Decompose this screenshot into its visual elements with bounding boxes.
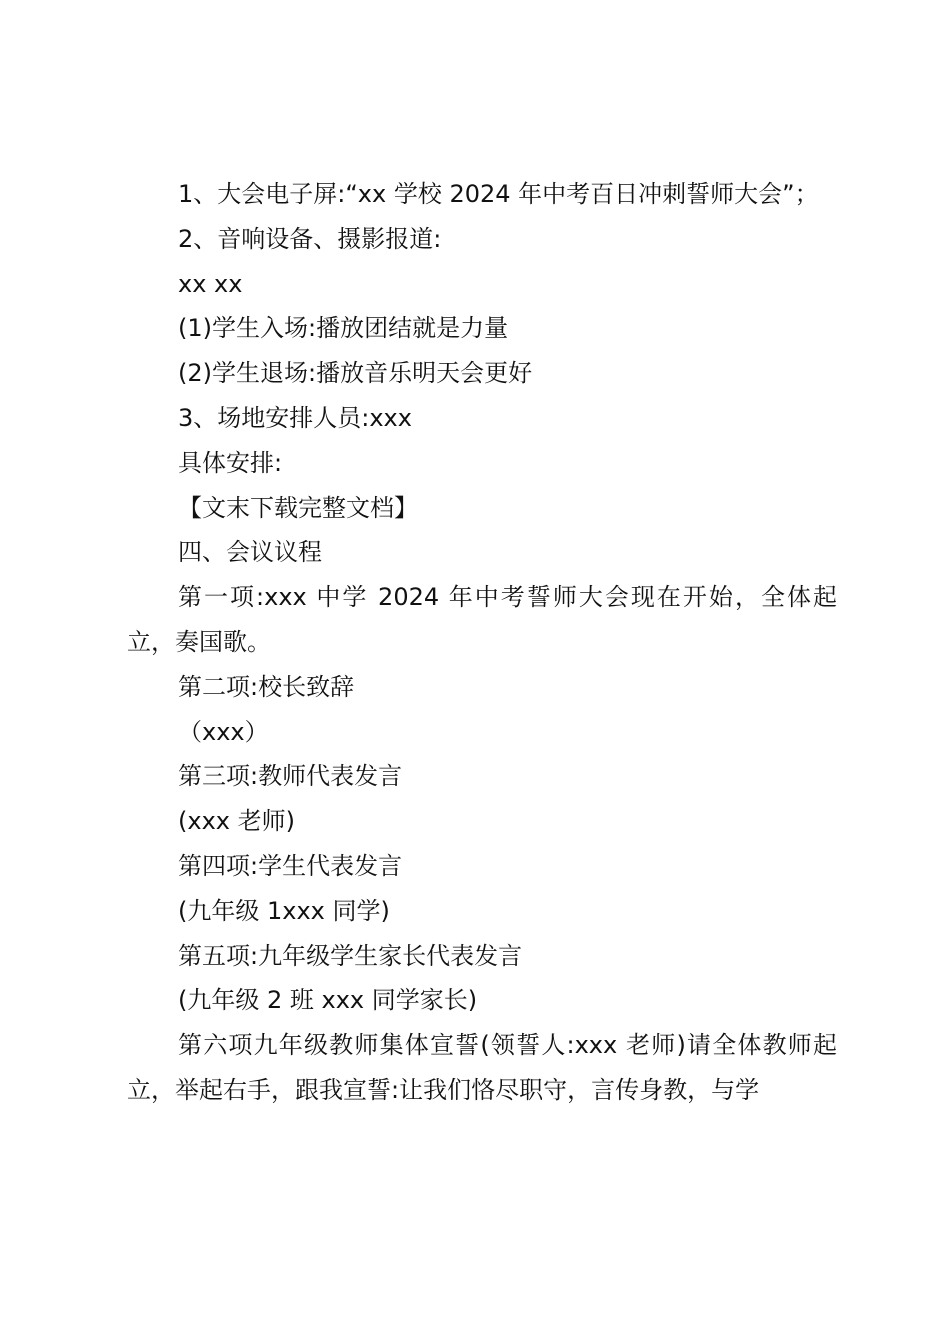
paragraph-audio-staff: xx xx	[178, 269, 243, 298]
paragraph-audio-equipment: 2、音响设备、摄影报道:	[178, 224, 442, 253]
paragraph-venue-staff: 3、场地安排人员:xxx	[178, 403, 412, 432]
agenda-item-4: 第四项:学生代表发言	[178, 851, 403, 880]
agenda-item-3: 第三项:教师代表发言	[178, 762, 403, 791]
paragraph-specific-arrangement: 具体安排:	[178, 448, 283, 477]
agenda-item-5: 第五项:九年级学生家长代表发言	[178, 941, 523, 970]
agenda-item-3-speaker: (xxx 老师)	[178, 807, 295, 836]
document-body	[127, 172, 837, 1113]
paragraph-student-entry-music: (1)学生入场:播放团结就是力量	[178, 314, 509, 343]
section-heading-agenda: 四、会议议程	[178, 538, 322, 567]
agenda-item-1: 第一项:xxx 中学 2024 年中考誓师大会现在开始，全体起立，奏国歌。	[127, 583, 837, 656]
agenda-item-6: 第六项九年级教师集体宣誓(领誓人:xxx 老师)请全体教师起立，举起右手，跟我宣誓:让我们恪尽职守，言传身教，与学	[127, 1031, 837, 1104]
agenda-item-2: 第二项:校长致辞	[178, 672, 355, 701]
agenda-item-4-speaker: (九年级 1xxx 同学)	[178, 896, 390, 925]
paragraph-student-exit-music: (2)学生退场:播放音乐明天会更好	[178, 359, 533, 388]
agenda-item-2-speaker: （xxx）	[178, 717, 269, 746]
paragraph-screen-banner: 1、大会电子屏:“xx 学校 2024 年中考百日冲刺誓师大会”；	[178, 180, 819, 208]
agenda-item-5-speaker: (九年级 2 班 xxx 同学家长)	[178, 986, 478, 1015]
paragraph-download-note: 【文末下载完整文档】	[178, 493, 418, 522]
